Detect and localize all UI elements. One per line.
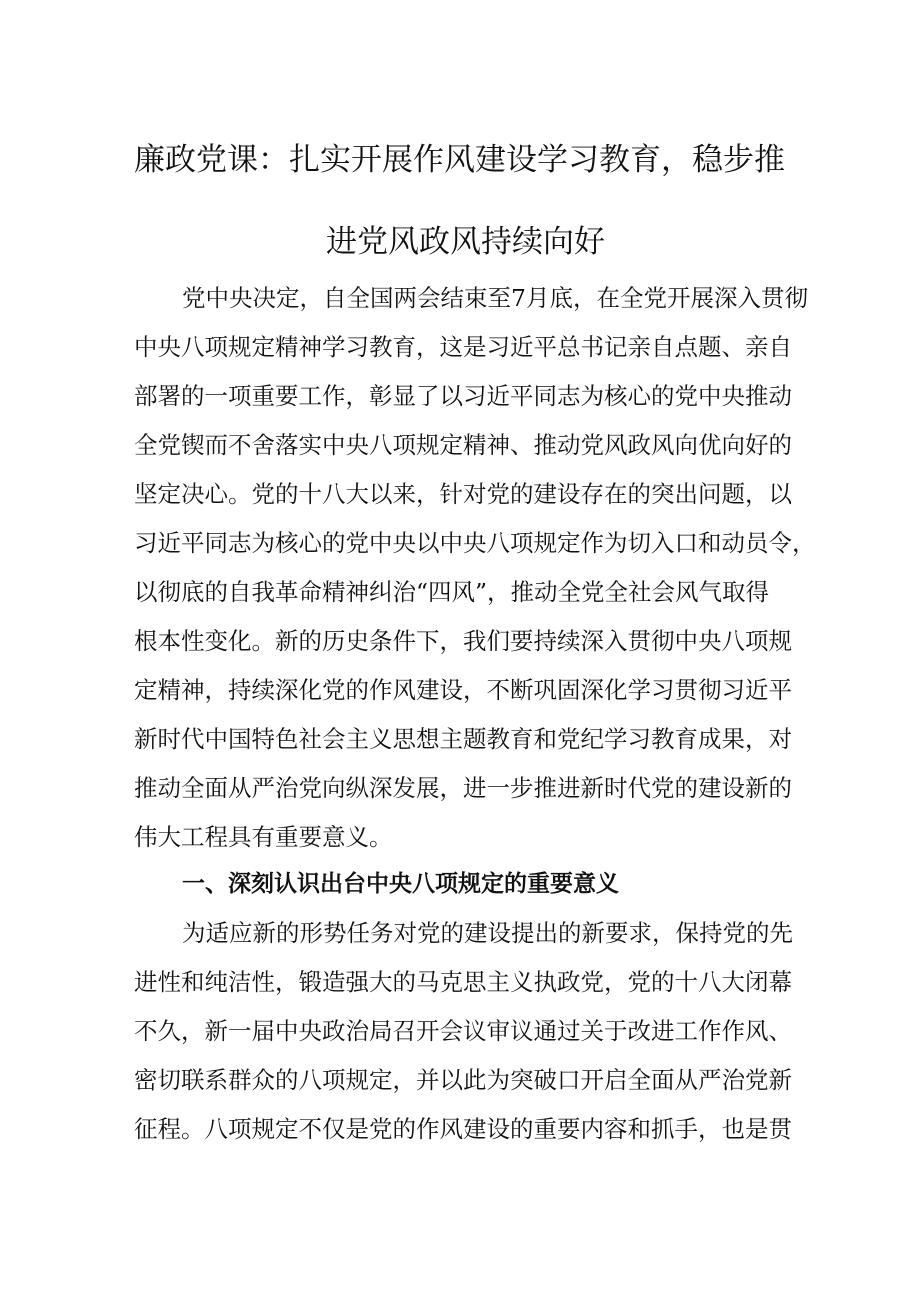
paragraph-1-line-1: 党中央决定，自全国两会结束至7月底，在全党开展深入贯彻 [182,284,808,312]
paragraph-1-line-12: 伟大工程具有重要意义。 [134,823,393,851]
paragraph-2-line-2: 进性和纯洁性，锻造强大的马克思主义执政党，党的十八大闭幕 [134,968,792,996]
paragraph-1-line-7: 以彻底的自我革命精神纠治“四风”，推动全党全社会风气取得 [134,578,770,606]
paragraph-2-line-3: 不久，新一届中央政治局召开会议审议通过关于改进工作作风、 [134,1017,792,1045]
section-1-heading: 一、深刻认识出台中央八项规定的重要意义 [182,871,619,897]
paragraph-2-line-1: 为适应新的形势任务对党的建设提出的新要求，保持党的先 [182,919,793,947]
paragraph-2-line-5: 征程。八项规定不仅是党的作风建设的重要内容和抓手，也是贯 [134,1115,792,1143]
document-title-line-2: 进党风政风持续向好 [326,224,605,260]
paragraph-1-line-2: 中央八项规定精神学习教育，这是习近平总书记亲自点题、亲自 [134,333,792,361]
paragraph-1-line-8: 根本性变化。新的历史条件下，我们要持续深入贯彻中央八项规 [134,627,792,655]
document-title-line-1: 廉政党课：扎实开展作风建设学习教育，稳步推 [134,142,785,178]
paragraph-1-line-3: 部署的一项重要工作，彰显了以习近平同志为核心的党中央推动 [134,382,792,410]
paragraph-2-line-4: 密切联系群众的八项规定，并以此为突破口开启全面从严治党新 [134,1066,792,1094]
paragraph-1-line-6: 习近平同志为核心的党中央以中央八项规定作为切入口和动员令， [134,529,816,557]
paragraph-1-line-10: 新时代中国特色社会主义思想主题教育和党纪学习教育成果，对 [134,725,792,753]
paragraph-1-line-4: 全党锲而不舍落实中央八项规定精神、推动党风政风向优向好的 [134,431,792,459]
paragraph-1-line-11: 推动全面从严治党向纵深发展，进一步推进新时代党的建设新的 [134,774,792,802]
paragraph-1-line-5: 坚定决心。党的十八大以来，针对党的建设存在的突出问题，以 [134,480,792,508]
paragraph-1-line-9: 定精神，持续深化党的作风建设，不断巩固深化学习贯彻习近平 [134,676,792,704]
